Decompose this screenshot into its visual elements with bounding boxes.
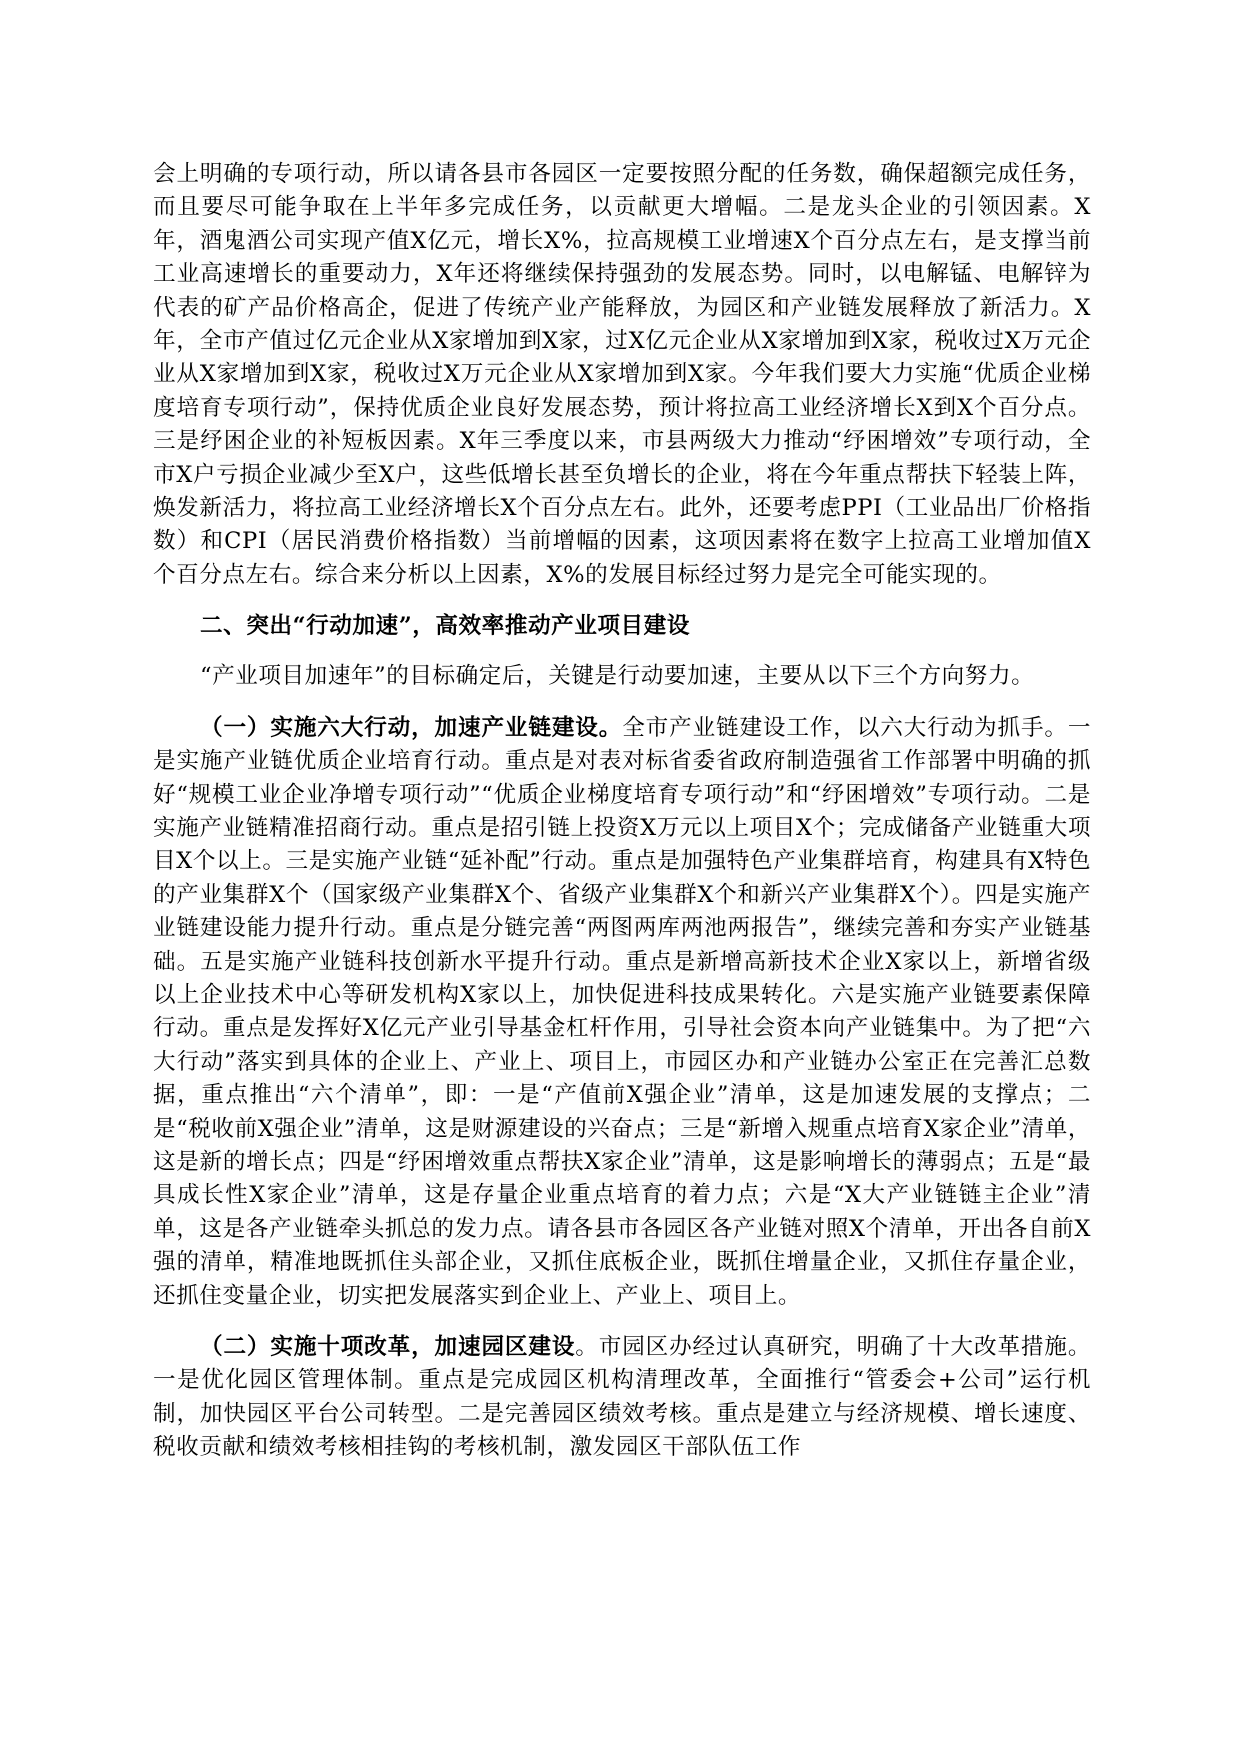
paragraph-six-actions-body: 全市产业链建设工作，以六大行动为抓手。一是实施产业链优质企业培育行动。重点是对表对标省委省政府制造强省工作部署中明确的抓好“规模工业企业净增专项行动”“优质企业梯度培育专项行动”和“纾困增效”专项行动。二是实施产业链精准招商行动。重点是招引链上投资X万元以上项目X个；完成储备产业链重大项目X个以上。三是实施产业链“延补配”行动。重点是加强特色产业集群培育，构建具有X特色的产业集群X个（国家级产业集群X个、省级产业集群X个和新兴产业集群X个）。四是实施产业链建设能力提升行动。重点是分链完善“两图两库两池两报告”，继续完善和夯实产业链基础。五是实施产业链科技创新水平提升行动。重点是新增高新技术企业X家以上，新增省级以上企业技术中心等研发机构X家以上，加快促进科技成果转化。六是实施产业链要素保障行动。重点是发挥好X亿元产业引导基金杠杆作用，引导社会资本向产业链集中。为了把“六大行动”落实到具体的企业上、产业上、项目上，市园区办和产业链办公室正在完善汇总数据，重点推出“六个清单”，即：一是“产值前X强企业”清单，这是加速发展的支撑点；二是“税收前X强企业”清单，这是财源建设的兴奋点；三是“新增入规重点培育X家企业”清单，这是新的增长点；四是“纾困增效重点帮扶X家企业”清单，这是影响增长的薄弱点；五是“最具成长性X家企业”清单，这是存量企业重点培育的着力点；六是“X大产业链链主企业”清单，这是各产业链牵头抓总的发力点。请各县市各园区各产业链对照X个清单，开出各自前X强的清单，精准地既抓住头部企业，又抓住底板企业，既抓住增量企业，又抓住存量企业，还抓住变量企业，切实把发展落实到企业上、产业上、项目上。 [153, 714, 1091, 1309]
paragraph-six-actions [153, 712, 1091, 1313]
section-heading-2: 二、突出“行动加速”，高效率推动产业项目建设 [200, 613, 690, 640]
paragraph-intro-directions: “产业项目加速年”的目标确定后，关键是行动要加速，主要从以下三个方向努力。 [200, 663, 1035, 690]
subheading-ten-reforms: （二）实施十项改革，加速园区建设 [200, 1334, 576, 1360]
paragraph-growth-factors: 会上明确的专项行动，所以请各县市各园区一定要按照分配的任务数，确保超额完成任务，而且要尽可能争取在上半年多完成任务，以贡献更大增幅。二是龙头企业的引领因素。X年，酒鬼酒公司实现产值X亿元，增长X%，拉高规模工业增速X个百分点左右，是支撑当前工业高速增长的重要动力，X年还将继续保持强劲的发展态势。同时，以电解锰、电解锌为代表的矿产品价格高企，促进了传统产业产能释放，为园区和产业链发展释放了新活力。X年，全市产值过亿元企业从X家增加到X家，过X亿元企业从X家增加到X家，税收过X万元企业从X家增加到X家，税收过X万元企业从X家增加到X家。今年我们要大力实施“优质企业梯度培育专项行动”，保持优质企业良好发展态势，预计将拉高工业经济增长X到X个百分点。三是纾困企业的补短板因素。X年三季度以来，市县两级大力推动“纾困增效”专项行动，全市X户亏损企业减少至X户，这些低增长甚至负增长的企业，将在今年重点帮扶下轻装上阵，焕发新活力，将拉高工业经济增长X个百分点左右。此外，还要考虑PPI（工业品出厂价格指数）和CPI（居民消费价格指数）当前增幅的因素，这项因素将在数字上拉高工业增加值X个百分点左右。综合来分析以上因素，X%的发展目标经过努力是完全可能实现的。 [153, 161, 1091, 588]
subheading-six-actions: （一）实施六大行动，加速产业链建设。 [200, 714, 623, 741]
paragraph-ten-reforms-body: 。市园区办经过认真研究，明确了十大改革措施。一是优化园区管理体制。重点是完成园区机构清理改革，全面推行“管委会+公司”运行机制，加快园区平台公司转型。二是完善园区绩效考核。重点是建立与经济规模、增长速度、税收贡献和绩效考核相挂钩的考核机制，激发园区干部队伍工作 [153, 1334, 1091, 1461]
paragraph-ten-reforms [153, 1331, 1091, 1465]
document-page [153, 158, 1091, 1465]
